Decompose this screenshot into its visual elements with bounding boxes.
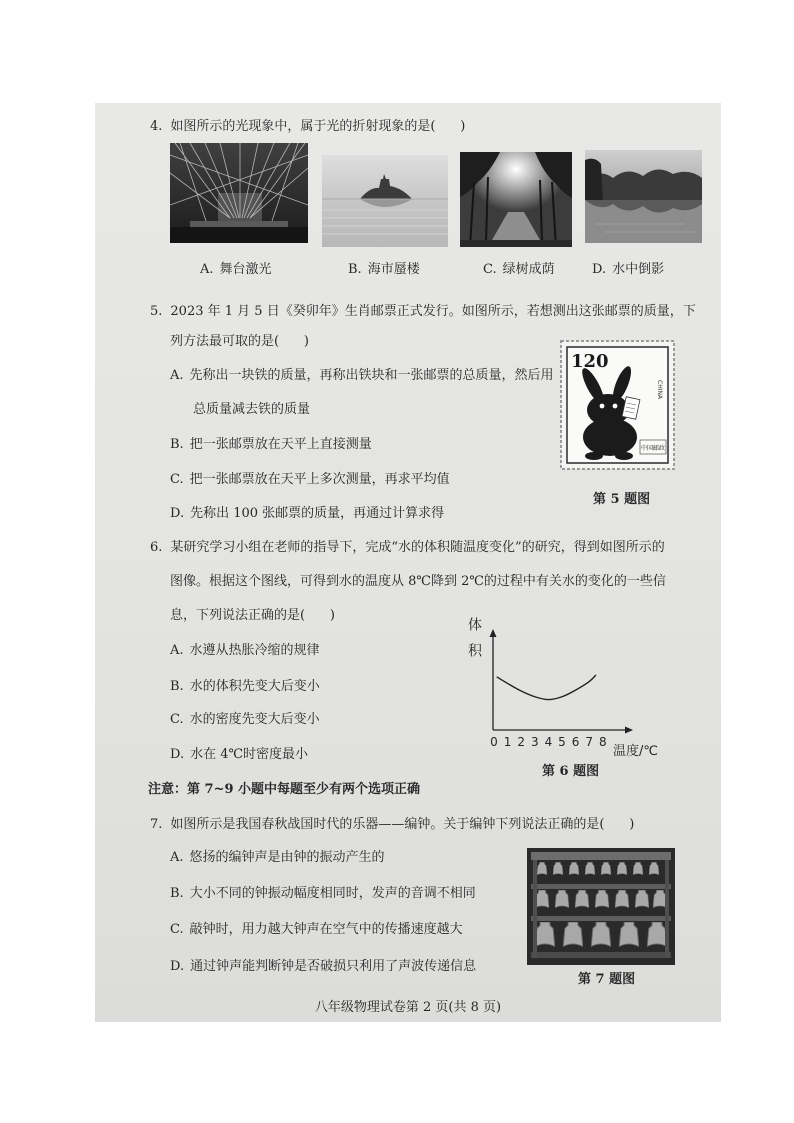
option-label: B. [170,437,184,452]
option-text: 先称出一块铁的质量，再称出铁块和一张邮票的总质量，然后用 [189,368,554,383]
option-label: C. [483,262,497,277]
x-tick-label: 7 [585,735,594,749]
q5-stem [150,304,696,320]
option-label: B. [170,886,184,901]
x-tick-label: 3 [530,735,539,749]
option-text: 舞台激光 [219,262,272,277]
option-text: 悠扬的编钟声是由钟的振动产生的 [189,850,385,865]
option-label: B. [170,679,184,694]
q5-option-b [170,437,372,453]
x-tick-label: 0 [490,735,498,749]
q6-figure-caption: 第 6 题图 [542,764,600,779]
q5-number: 5. [150,304,163,319]
option-label: D. [170,959,185,974]
q5-option-d [170,506,444,522]
x-tick-label: 4 [544,735,553,749]
option-label: B. [348,262,362,277]
stage-laser-photo [170,143,308,243]
y-axis-arrow [490,629,497,637]
option-label: D. [170,506,185,521]
q6-option-a [170,643,320,659]
option-label: D. [170,747,185,762]
option-label: A. [170,850,184,865]
option-text: 海市蜃楼 [367,262,420,277]
rabbit-stamp-image [560,340,675,470]
q6-stem-line3: 息，下列说法正确的是( ) [170,608,335,623]
option-text: 通过钟声能判断钟是否破损只利用了声波传递信息 [190,959,477,974]
q6-option-d [170,747,308,763]
water-reflection-photo [585,150,702,243]
option-label: A. [170,368,184,383]
q6-option-c [170,712,320,728]
chart-y-axis-label: 体积 [466,617,482,669]
volume-curve [497,675,596,700]
x-tick-label: 8 [598,735,607,749]
q4-option-c [483,262,555,278]
q6-stem [150,540,665,556]
option-text: 水的密度先变大后变小 [189,712,320,727]
option-text: 绿树成荫 [502,262,555,277]
q5-option-c [170,472,450,488]
multiple-choice-note: 注意：第 7~9 小题中每题至少有两个选项正确 [148,782,421,797]
q4-option-a [200,262,272,278]
q7-stem-text: 如图所示是我国春秋战国时代的乐器——编钟。关于编钟下列说法正确的是( ) [170,817,635,832]
option-label: C. [170,712,184,727]
bianzhong-bells-photo [527,848,675,965]
option-text: 把一张邮票放在天平上直接测量 [189,437,372,452]
option-label: D. [592,262,607,277]
q6-stem-line2: 图像。根据这个图线，可得到水的温度从 8℃降到 2℃的过程中有关水的变化的一些信 [170,574,666,589]
x-tick-label: 2 [517,735,526,749]
option-label: A. [170,643,184,658]
q7-stem [150,817,634,833]
q4-option-b [348,262,420,278]
q4-stem-text: 如图所示的光现象中，属于光的折射现象的是( ) [170,119,466,134]
q7-figure-caption: 第 7 题图 [578,972,636,987]
option-text: 把一张邮票放在天平上多次测量，再求平均值 [189,472,450,487]
page-footer: 八年级物理试卷第 2 页(共 8 页) [314,1000,502,1015]
volume-temperature-chart [460,605,675,760]
q7-option-c [170,922,463,938]
x-tick-label: 1 [503,735,512,749]
q5-stem-line1: 2023 年 1 月 5 日《癸卯年》生肖邮票正式发行。如图所示，若想测出这张邮票的质量，下 [170,304,696,319]
q4-stem [150,119,465,135]
mirage-photo [322,155,448,247]
option-text: 水中倒影 [612,262,665,277]
q7-option-a [170,850,385,866]
q6-stem-line1: 某研究学习小组在老师的指导下，完成“水的体积随温度变化”的研究，得到如图所示的 [170,540,665,555]
option-text: 大小不同的钟振动幅度相同时，发声的音调不相同 [189,886,476,901]
option-text: 水在 4℃时密度最小 [190,747,309,762]
q7-option-d [170,959,476,975]
q4-option-d [592,262,664,278]
x-tick-label: 6 [571,735,580,749]
q6-number: 6. [150,540,163,555]
tree-shade-photo [460,152,572,247]
option-label: C. [170,472,184,487]
q5-figure-caption: 第 5 题图 [593,492,651,507]
q5-stem-line2: 列方法最可取的是( ) [170,334,309,349]
x-tick-labels [490,735,606,749]
option-text: 先称出 100 张邮票的质量，再通过计算求得 [190,506,445,521]
option-text: 水的体积先变大后变小 [189,679,320,694]
option-text: 敲钟时，用力越大钟声在空气中的传播速度越大 [189,922,463,937]
option-label: A. [200,262,214,277]
chart-x-axis-label: 温度/℃ [613,744,658,759]
q7-number: 7. [150,817,163,832]
stamp-denomination: 120 [571,351,609,372]
stamp-post-mark: 中国邮政 [641,445,666,452]
q7-option-b [170,886,476,902]
option-text: 水遵从热胀冷缩的规律 [189,643,320,658]
stamp-country: CHINA [656,380,663,400]
x-tick-label: 5 [558,735,566,749]
q5-option-a-continued: 总质量减去铁的质量 [193,402,311,417]
x-axis-arrow [625,727,633,734]
q4-number: 4. [150,119,163,134]
q6-option-b [170,679,320,695]
q5-option-a [170,368,554,384]
option-label: C. [170,922,184,937]
